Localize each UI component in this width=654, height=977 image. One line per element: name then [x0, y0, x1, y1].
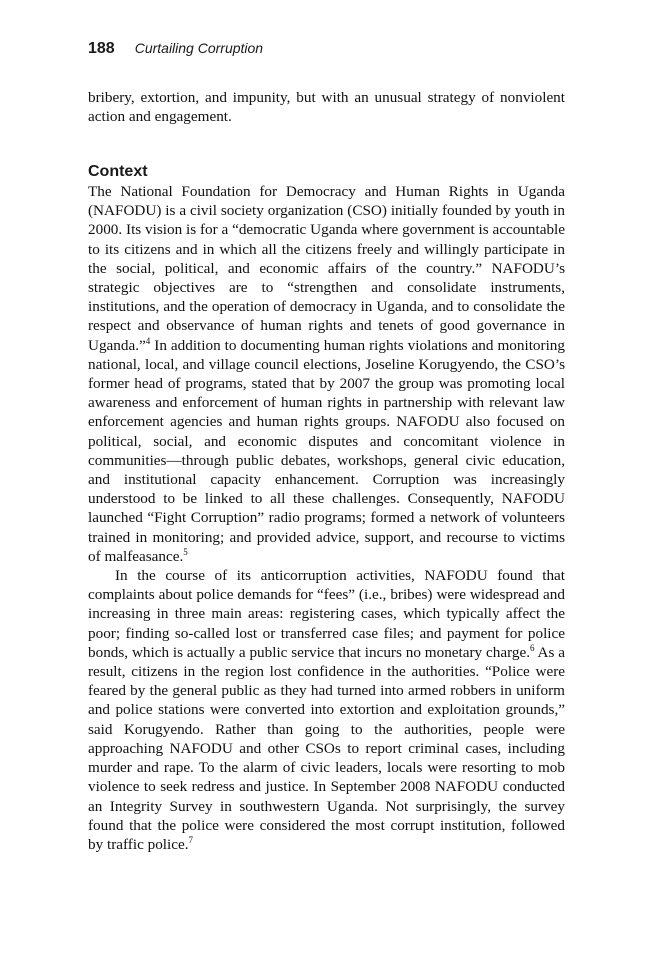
footnote-ref-4[interactable]: 4 — [145, 335, 151, 346]
intro-paragraph: bribery, extortion, and impunity, but with an unusual strategy of nonviolent action and engagement. — [88, 89, 565, 126]
body-paragraph-1-text-b: In addition to documenting human rights violations and monitoring national, local, and village council elections, Joseline Korugyendo, the CSO’s former head of programs, stated that by 2007 the group was promoting local awareness and enforcement of human rights in partnership with relevant law enforcement agencies and human rights groups. NAFODU also focused on political, social, and economic disputes and concomitant violence in communities—through public debates, workshops, general civic education, and institutional capacity enhancement. Corruption was increasingly understood to be linked to all these challenges. Consequently, NAFODU launched “Fight Corruption” radio programs; formed a network of volunteers trained in monitoring; and provided advice, support, and recourse to victims of malfeasance. — [88, 336, 565, 565]
running-head-title: Curtailing Corruption — [134, 40, 264, 56]
intro-paragraph-block — [88, 88, 565, 126]
footnote-ref-5[interactable]: 5 — [183, 546, 188, 557]
body-paragraph-1-text-a: The National Foundation for Democracy and Human Rights in Uganda (NAFODU) is a civil society organization (CSO) initially founded by youth in 2000. Its vision is for a “democratic Uganda where government is accountable to its citizens and in which all the citizens freely and willingly participate in the social, political, and economic affairs of the country.” NAFODU’s strategic objectives are to “strengthen and consolidate instruments, institutions, and the operation of democracy in Uganda, and to consolidate the respect and observance of human rights and tenets of good governance in Uganda.” — [88, 183, 565, 354]
running-head — [88, 40, 263, 58]
page-number: 188 — [88, 40, 115, 57]
body-paragraph-2 — [88, 566, 565, 854]
body-paragraph-2-text-b: As a result, citizens in the region lost confidence in the authorities. “Police were feared by the general public as they had turned into armed robbers in uniform and police stations were converted into extortion and exploitation grounds,” said Korugyendo. Rather than going to the authorities, people were approaching NAFODU and other CSOs to report criminal cases, including murder and rape. To the alarm of civic leaders, locals were resorting to mob violence to seek redress and justice. In September 2008 NAFODU conducted an Integrity Survey in southwestern Uganda. Not surprisingly, the survey found that the police were considered the most corrupt institution, followed by traffic police. — [88, 643, 566, 853]
section-heading: Context — [88, 163, 148, 180]
footnote-ref-7[interactable]: 7 — [188, 834, 194, 845]
section-body — [88, 182, 565, 854]
footnote-ref-6[interactable]: 6 — [530, 642, 535, 653]
body-paragraph-1 — [88, 182, 565, 566]
body-paragraph-2-text-a: In the course of its anticorruption activities, NAFODU found that complaints about police demands for “fees” (i.e., bribes) were widespread and increasing in three main areas: registering cases, which typically affect the poor; finding so-called lost or transferred case files; and payment for police bonds, which is actually a public service that incurs no monetary charge. — [88, 567, 565, 661]
